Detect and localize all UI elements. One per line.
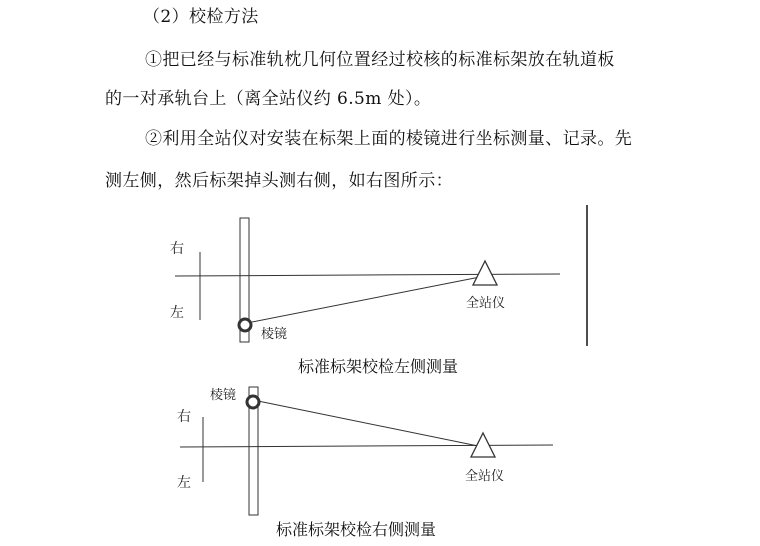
left-label: 左	[177, 475, 191, 491]
left-label: 左	[170, 305, 184, 321]
step2-line2: 测左侧，然后标架掉头测右侧，如右图所示：	[105, 171, 453, 191]
prism-icon	[247, 396, 259, 408]
figure-left-side	[170, 218, 560, 376]
reference-line	[175, 274, 560, 276]
prism-label: 棱镜	[210, 388, 237, 403]
station-label: 全站仪	[466, 296, 506, 311]
step1-line1: ①把已经与标准轨枕几何位置经过校核的标准标架放在轨道板	[145, 50, 615, 70]
figure-caption-left: 标准标架校检左侧测量	[298, 357, 459, 376]
sight-line	[252, 276, 485, 322]
right-label: 右	[170, 241, 184, 257]
reference-line	[180, 445, 553, 447]
station-label: 全站仪	[465, 469, 505, 484]
right-label: 右	[177, 409, 191, 425]
sight-line	[258, 401, 483, 447]
step1-line2: 的一对承轨台上（离全站仪约 6.5m 处）。	[105, 89, 432, 109]
total-station-icon	[473, 261, 497, 285]
section-heading: （2）校检方法	[143, 7, 259, 27]
prism-icon	[239, 319, 251, 331]
step2-line1: ②利用全站仪对安装在标架上面的棱镜进行坐标测量、记录。先	[145, 129, 633, 149]
figure-right-side	[177, 387, 553, 539]
figure-caption-right: 标准标架校检右侧测量	[276, 520, 437, 539]
prism-label: 棱镜	[261, 327, 288, 342]
